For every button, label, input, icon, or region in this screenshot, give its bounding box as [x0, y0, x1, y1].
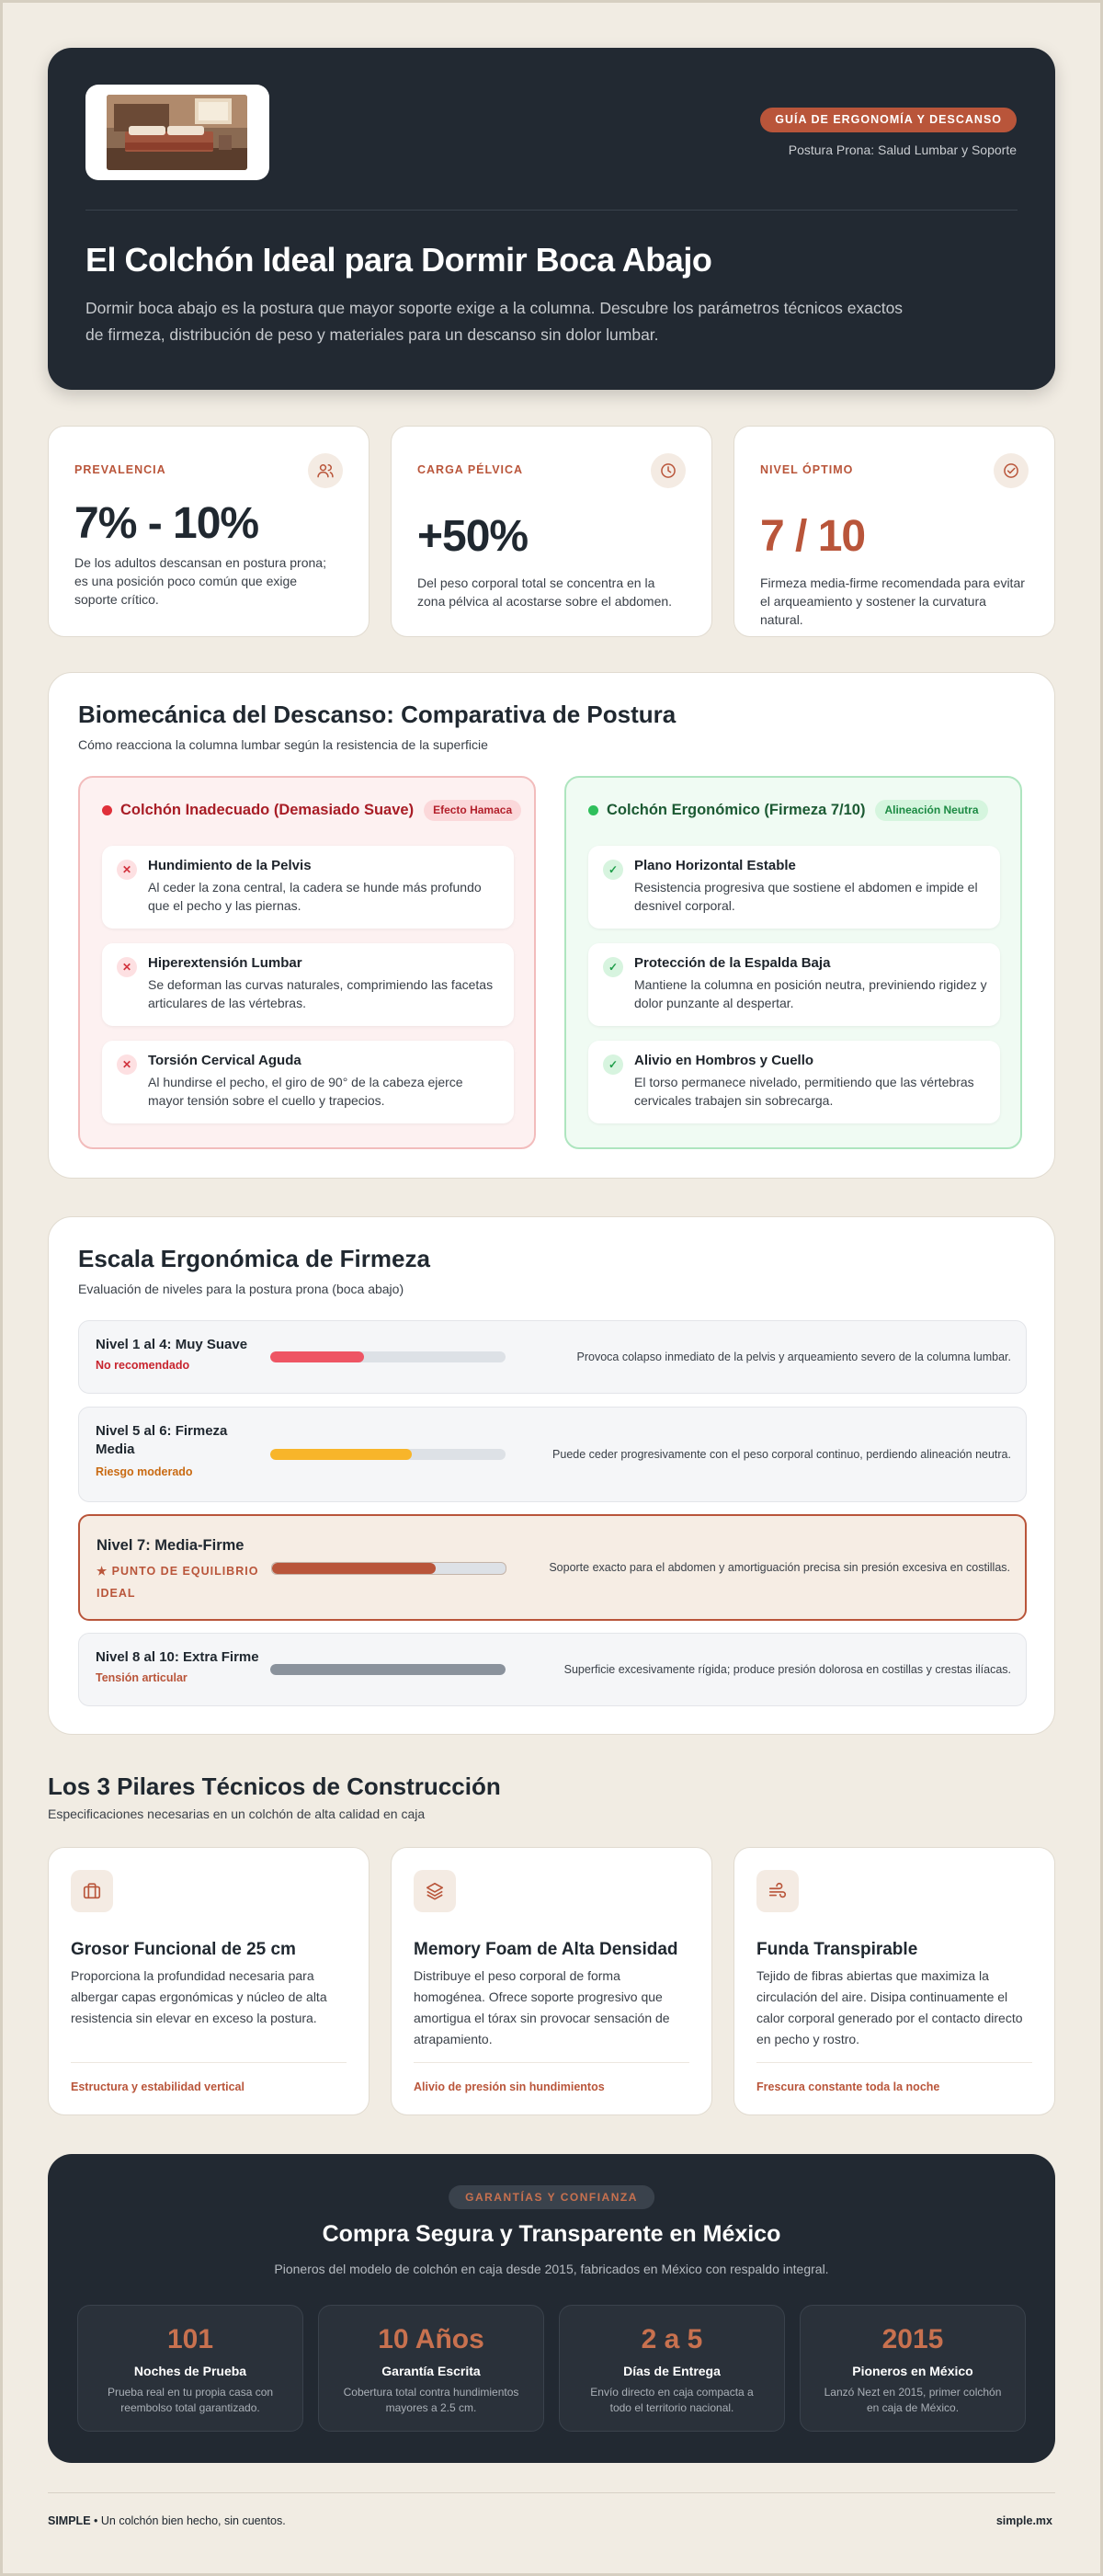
guarantee-value: 2 a 5 [641, 2324, 703, 2354]
stat-description: De los adultos descansan en postura prona; es una posición poco común que exige soporte crítico. [74, 555, 326, 607]
footer-brand: SIMPLE [48, 2514, 91, 2527]
level-description: Puede ceder progresivamente con el peso corporal continuo, perdiendo alineación neutra. [552, 1448, 1011, 1461]
divider [71, 2062, 347, 2063]
level-tag: ★ PUNTO DE EQUILIBRIO IDEAL [97, 1565, 259, 1600]
briefcase-icon [71, 1870, 113, 1912]
firmness-bar-fill [270, 1351, 364, 1362]
item-title: Alivio en Hombros y Cuello [634, 1053, 814, 1068]
item-title: Hiperextensión Lumbar [148, 955, 302, 971]
firmness-scale-section [48, 1216, 1055, 1735]
section-title: Escala Ergonómica de Firmeza [78, 1245, 430, 1272]
pillar-text: Proporciona la profundidad necesaria para albergar capas ergonómicas y núcleo de alta resistencia sin elevar en exceso la postura. [71, 1968, 327, 2025]
guarantee-label: Noches de Prueba [133, 2364, 247, 2378]
guarantee-item [318, 2305, 544, 2432]
layers-icon [414, 1870, 456, 1912]
comparison-heading [102, 800, 521, 821]
level-description: Provoca colapso inmediato de la pelvis y arqueamiento severo de la columna lumbar. [576, 1351, 1011, 1363]
hero-description: Dormir boca abajo es la postura que mayor soporte exige a la columna. Descubre los parámetros técnicos exactos de firmeza, distribución de peso y materiales para un descanso sin dolor lumbar. [85, 299, 904, 344]
pillar-card [48, 1847, 370, 2115]
section-subtitle: Especificaciones necesarias en un colchón de alta calidad en caja [48, 1807, 426, 1821]
item-text: Se deforman las curvas naturales, comprimiendo las facetas articulares de las vértebras. [148, 977, 494, 1010]
level-name: Nivel 8 al 10: Extra Firme [96, 1649, 259, 1665]
comparison-heading-label: Colchón Ergonómico (Firmeza 7/10) [607, 802, 866, 818]
pillar-footer: Alivio de presión sin hundimientos [414, 2080, 605, 2093]
item-text: El torso permanece nivelado, permitiendo que las vértebras cervicales trabajen sin sobrecarga. [634, 1075, 974, 1108]
pillar-title: Memory Foam de Alta Densidad [414, 1940, 678, 1959]
firmness-bar [270, 1351, 506, 1362]
hero-banner [48, 48, 1055, 390]
users-icon [308, 453, 343, 488]
pillar-title: Funda Transpirable [756, 1940, 918, 1959]
page [3, 3, 1100, 2573]
firmness-bar [270, 1664, 506, 1675]
guarantee-item [77, 2305, 303, 2432]
guarantee-title: Compra Segura y Transparente en México [322, 2221, 781, 2247]
section-title: Biomecánica del Descanso: Comparativa de Postura [78, 701, 677, 728]
comparison-bad-mattress [78, 776, 536, 1149]
stat-label: NIVEL ÓPTIMO [760, 463, 854, 476]
item-text: Al ceder la zona central, la cadera se hunde más profundo que el pecho y las piernas. [148, 880, 482, 913]
divider [756, 2062, 1032, 2063]
footer-domain-link[interactable]: simple.mx [995, 2514, 1052, 2527]
firmness-bar [270, 1449, 506, 1460]
firmness-level [78, 1320, 1027, 1394]
wind-icon [756, 1870, 799, 1912]
section-subtitle: Evaluación de niveles para la postura prona (boca abajo) [78, 1282, 404, 1296]
guarantee-text: Envío directo en caja compacta a todo el territorio nacional. [590, 2386, 754, 2414]
pillar-footer: Frescura constante toda la noche [756, 2080, 940, 2093]
comparison-good-mattress [564, 776, 1022, 1149]
firmness-bar [271, 1562, 506, 1575]
stat-card-prevalence [48, 426, 370, 637]
divider [48, 2492, 1055, 2493]
list-item [102, 1041, 514, 1123]
guarantee-pill: GARANTÍAS Y CONFIANZA [449, 2185, 654, 2209]
section-subtitle: Cómo reacciona la columna lumbar según la resistencia de la superficie [78, 737, 488, 752]
status-dot [588, 805, 598, 815]
status-badge: Alineación Neutra [875, 800, 987, 821]
level-description: Soporte exacto para el abdomen y amortiguación precisa sin presión excesiva en costillas. [549, 1561, 1010, 1574]
guarantee-value: 10 Años [378, 2324, 484, 2354]
pillar-footer: Estructura y estabilidad vertical [71, 2080, 244, 2093]
stat-card-optimal-level [733, 426, 1055, 637]
bedroom-photo [107, 95, 247, 170]
item-title: Protección de la Espalda Baja [634, 955, 831, 971]
stat-description: Firmeza media-firme recomendada para evitar el arqueamiento y sostener la curvatura natural. [760, 576, 1025, 627]
firmness-bar-fill [270, 1449, 412, 1460]
clock-icon [651, 453, 686, 488]
comparison-heading-label: Colchón Inadecuado (Demasiado Suave) [120, 802, 415, 818]
guarantee-text: Lanzó Nezt en 2015, primer colchón en caja de México. [824, 2386, 1002, 2414]
pillar-text: Tejido de fibras abiertas que maximiza la circulación del aire. Disipa continuamente el calor corporal generado por el contacto directo en pecho y rostro. [756, 1968, 1023, 2046]
divider [414, 2062, 689, 2063]
guarantee-value: 101 [166, 2324, 214, 2354]
pillar-card [733, 1847, 1055, 2115]
level-name: Nivel 7: Media-Firme [97, 1537, 244, 1554]
biomechanics-section [48, 672, 1055, 1179]
firmness-bar-fill [272, 1563, 436, 1574]
item-title: Hundimiento de la Pelvis [148, 858, 312, 873]
guarantee-text: Prueba real en tu propia casa con reembolso total garantizado. [107, 2386, 274, 2414]
guarantee-label: Garantía Escrita [381, 2364, 481, 2378]
firmness-bar-fill [270, 1664, 506, 1675]
check-icon: ✓ [603, 1054, 623, 1075]
list-item [588, 846, 1000, 929]
item-title: Torsión Cervical Aguda [148, 1053, 301, 1068]
check-icon: ✓ [603, 860, 623, 880]
footer-tagline [48, 2514, 286, 2527]
stat-value: 7% - 10% [74, 499, 259, 548]
stat-value: 7 / 10 [760, 512, 866, 561]
list-item [102, 943, 514, 1026]
hero-subtitle: Postura Prona: Salud Lumbar y Soporte [788, 142, 1017, 157]
item-text: Al hundirse el pecho, el giro de 90° de la cabeza ejerce mayor tensión sobre el cuello y trapecios. [148, 1075, 463, 1108]
firmness-level [78, 1407, 1027, 1502]
level-description: Superficie excesivamente rígida; produce presión dolorosa en costillas y crestas ilíacas. [563, 1663, 1011, 1676]
level-tag: No recomendado [96, 1359, 190, 1372]
status-badge: Efecto Hamaca [424, 800, 521, 821]
level-name: Nivel 1 al 4: Muy Suave [96, 1337, 248, 1352]
status-dot [102, 805, 112, 815]
pillar-text: Distribuye el peso corporal de forma homogénea. Ofrece soporte progresivo que amortigua el tórax sin provocar sensación de atrapamiento. [414, 1968, 670, 2046]
pillar-title: Grosor Funcional de 25 cm [71, 1940, 296, 1959]
item-title: Plano Horizontal Estable [634, 858, 796, 873]
footer-tagline-text: • Un colchón bien hecho, sin cuentos. [90, 2514, 286, 2527]
stat-description: Del peso corporal total se concentra en la zona pélvica al acostarse sobre el abdomen. [417, 576, 673, 609]
guarantee-section [48, 2154, 1055, 2463]
comparison-heading [588, 800, 988, 821]
guarantee-text: Cobertura total contra hundimientos mayores a 2.5 cm. [343, 2386, 519, 2414]
hero-image-frame [85, 85, 269, 180]
level-name: Nivel 5 al 6: Firmeza Media [96, 1423, 228, 1457]
level-tag: Tensión articular [96, 1671, 188, 1684]
pillar-card [391, 1847, 712, 2115]
guarantee-item [559, 2305, 785, 2432]
section-title: Los 3 Pilares Técnicos de Construcción [48, 1772, 501, 1800]
check-icon: ✓ [603, 957, 623, 977]
stat-label: PREVALENCIA [74, 463, 166, 476]
list-item [588, 943, 1000, 1026]
guarantee-subtitle: Pioneros del modelo de colchón en caja desde 2015, fabricados en México con respaldo integral. [274, 2262, 829, 2276]
close-icon: ✕ [117, 957, 137, 977]
guarantee-label: Pioneros en México [852, 2364, 973, 2378]
hero-badge: GUÍA DE ERGONOMÍA Y DESCANSO [760, 108, 1017, 132]
list-item [588, 1041, 1000, 1123]
list-item [102, 846, 514, 929]
check-circle-icon [994, 453, 1029, 488]
page-title: El Colchón Ideal para Dormir Boca Abajo [85, 241, 712, 279]
guarantee-label: Días de Entrega [623, 2364, 721, 2378]
firmness-level [78, 1633, 1027, 1706]
item-text: Mantiene la columna en posición neutra, previniendo rigidez y dolor punzante al despertar. [634, 977, 987, 1010]
stat-value: +50% [417, 512, 529, 561]
guarantee-item [800, 2305, 1026, 2432]
guarantee-value: 2015 [881, 2324, 944, 2354]
close-icon: ✕ [117, 860, 137, 880]
stat-card-pelvic-load [391, 426, 712, 637]
firmness-level-recommended [78, 1514, 1027, 1621]
item-text: Resistencia progresiva que sostiene el abdomen e impide el desnivel corporal. [634, 880, 978, 913]
stat-label: CARGA PÉLVICA [417, 463, 524, 476]
level-tag: Riesgo moderado [96, 1465, 193, 1478]
divider [85, 210, 1018, 211]
close-icon: ✕ [117, 1054, 137, 1075]
